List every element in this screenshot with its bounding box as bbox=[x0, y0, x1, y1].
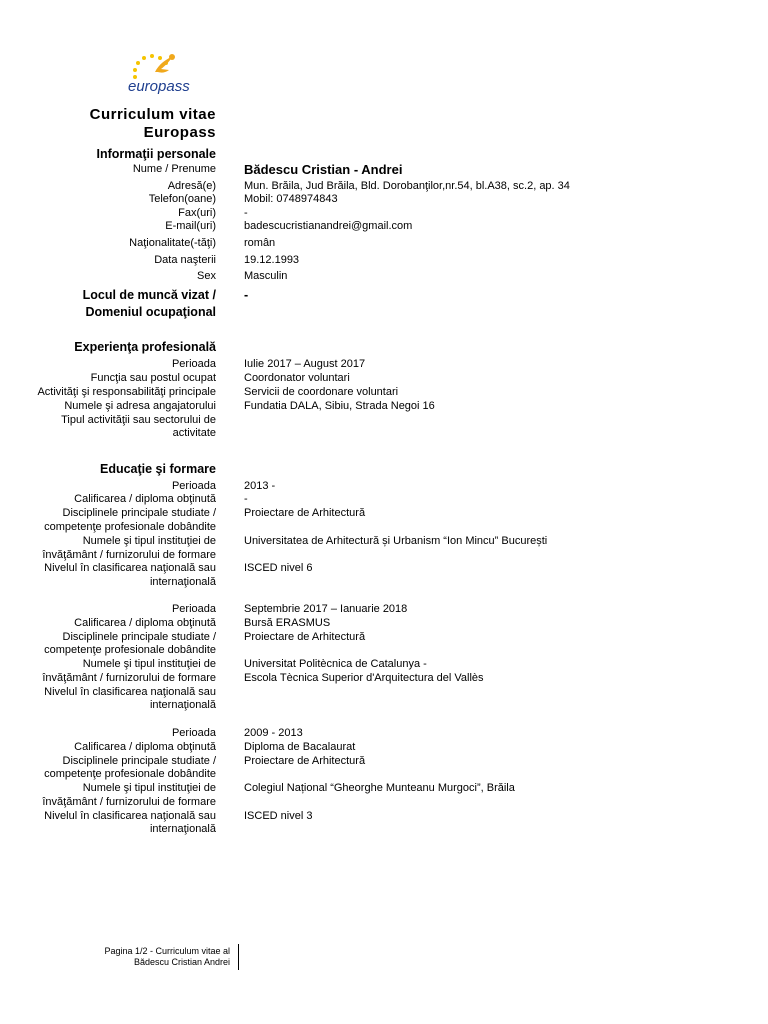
label-exp-position: Funcţia sau postul ocupat bbox=[90, 372, 216, 384]
value-email: badescucristianandrei@gmail.com bbox=[244, 220, 413, 232]
value-exp-position: Coordonator voluntari bbox=[244, 372, 350, 384]
value-name: Bădescu Cristian - Andrei bbox=[244, 162, 403, 177]
value-nationality: român bbox=[244, 237, 276, 249]
value-edu3-disciplines: Proiectare de Arhitectură bbox=[244, 755, 366, 767]
value-exp-employer: Fundatia DALA, Sibiu, Strada Negoi 16 bbox=[244, 400, 435, 412]
value-edu2-qualification: Bursă ERASMUS bbox=[244, 617, 331, 629]
label-phone: Telefon(oane) bbox=[148, 193, 216, 205]
label-target-job-line1: Locul de muncă vizat / bbox=[82, 288, 216, 302]
page-footer bbox=[100, 946, 230, 968]
value-target-job: - bbox=[244, 288, 249, 302]
europass-logo bbox=[125, 48, 220, 96]
value-edu2-institution-line2: Escola Tècnica Superior d'Arquitectura del Vallès bbox=[244, 672, 484, 684]
label-edu2-level-line1: Nivelul în clasificarea naţională sau bbox=[44, 686, 216, 698]
value-edu1-period: 2013 - bbox=[244, 480, 276, 492]
footer-divider bbox=[238, 944, 239, 970]
label-email: E-mail(uri) bbox=[165, 220, 216, 232]
label-exp-activities: Activităţi şi responsabilităţi principale bbox=[37, 386, 216, 398]
cv-title-line2: Europass bbox=[143, 124, 216, 141]
label-edu3-institution-line2: învăţământ / furnizorului de formare bbox=[42, 796, 216, 808]
label-exp-period: Perioada bbox=[171, 358, 216, 370]
label-edu1-institution-line2: învăţământ / furnizorului de formare bbox=[42, 549, 216, 561]
value-edu3-level: ISCED nivel 3 bbox=[244, 810, 313, 822]
value-edu1-level: ISCED nivel 6 bbox=[244, 562, 313, 574]
value-address: Mun. Brăila, Jud Brăila, Bld. Dorobanţilor,nr.54, bl.A38, sc.2, ap. 34 bbox=[244, 180, 570, 192]
label-edu2-disciplines-line2: competenţe profesionale dobândite bbox=[44, 644, 216, 656]
label-edu3-disciplines-line1: Disciplinele principale studiate / bbox=[62, 755, 216, 767]
value-birth-date: 19.12.1993 bbox=[244, 254, 300, 266]
label-address: Adresă(e) bbox=[167, 180, 216, 192]
label-exp-sector-line1: Tipul activităţii sau sectorului de bbox=[61, 414, 216, 426]
label-edu3-disciplines-line2: competenţe profesionale dobândite bbox=[44, 768, 216, 780]
label-edu3-level-line2: internaţională bbox=[149, 823, 216, 835]
value-edu1-qualification: - bbox=[244, 493, 248, 505]
label-target-job-line2: Domeniul ocupaţional bbox=[85, 305, 216, 319]
label-edu2-institution-line2: învăţământ / furnizorului de formare bbox=[42, 672, 216, 684]
value-phone: Mobil: 0748974843 bbox=[244, 193, 338, 205]
value-edu2-institution-line1: Universitat Politècnica de Catalunya - bbox=[244, 658, 427, 670]
label-fax: Fax(uri) bbox=[178, 207, 216, 219]
label-exp-employer: Numele şi adresa angajatorului bbox=[64, 400, 216, 412]
label-edu1-disciplines-line2: competenţe profesionale dobândite bbox=[44, 521, 216, 533]
value-edu3-qualification: Diploma de Bacalaurat bbox=[244, 741, 356, 753]
value-edu1-institution: Universitatea de Arhitectură și Urbanism “Ion Mincu” București bbox=[244, 535, 548, 547]
value-edu3-institution: Colegiul Național “Gheorghe Munteanu Murgoci”, Brăila bbox=[244, 782, 515, 794]
label-edu1-institution-line1: Numele şi tipul instituţiei de bbox=[82, 535, 216, 547]
label-edu2-level-line2: internaţională bbox=[149, 699, 216, 711]
label-edu3-period: Perioada bbox=[171, 727, 216, 739]
label-name: Nume / Prenume bbox=[132, 163, 216, 175]
label-edu3-level-line1: Nivelul în clasificarea naţională sau bbox=[44, 810, 216, 822]
label-edu1-qualification: Calificarea / diploma obţinută bbox=[74, 493, 216, 505]
label-edu1-level-line1: Nivelul în clasificarea naţională sau bbox=[44, 562, 216, 574]
label-edu3-institution-line1: Numele şi tipul instituţiei de bbox=[82, 782, 216, 794]
value-edu1-disciplines: Proiectare de Arhitectură bbox=[244, 507, 366, 519]
label-sex: Sex bbox=[197, 270, 216, 282]
label-exp-sector-line2: activitate bbox=[172, 427, 216, 439]
svg-text:europass: europass bbox=[128, 78, 190, 95]
value-exp-period: Iulie 2017 – August 2017 bbox=[244, 358, 366, 370]
value-fax: - bbox=[244, 207, 248, 219]
section-experience: Experienţa profesională bbox=[74, 340, 216, 354]
footer-line2: Bădescu Cristian Andrei bbox=[133, 957, 230, 967]
label-edu3-qualification: Calificarea / diploma obţinută bbox=[74, 741, 216, 753]
cv-title-line1: Curriculum vitae bbox=[89, 106, 216, 123]
value-sex: Masculin bbox=[244, 270, 288, 282]
label-edu1-period: Perioada bbox=[171, 480, 216, 492]
europass-logo-icon bbox=[125, 48, 220, 96]
label-edu1-level-line2: internaţională bbox=[149, 576, 216, 588]
footer-line1: Pagina 1/2 - Curriculum vitae al bbox=[104, 946, 230, 956]
value-edu2-period: Septembrie 2017 – Ianuarie 2018 bbox=[244, 603, 408, 615]
label-nationality: Naţionalitate(-tăţi) bbox=[129, 237, 216, 249]
label-edu2-qualification: Calificarea / diploma obţinută bbox=[74, 617, 216, 629]
section-personal-info: Informaţii personale bbox=[96, 147, 216, 161]
label-edu2-institution-line1: Numele şi tipul instituţiei de bbox=[82, 658, 216, 670]
value-exp-activities: Servicii de coordonare voluntari bbox=[244, 386, 399, 398]
label-edu1-disciplines-line1: Disciplinele principale studiate / bbox=[62, 507, 216, 519]
section-education: Educaţie şi formare bbox=[99, 462, 216, 476]
value-edu2-disciplines: Proiectare de Arhitectură bbox=[244, 631, 366, 643]
label-birth-date: Data naşterii bbox=[154, 254, 216, 266]
value-edu3-period: 2009 - 2013 bbox=[244, 727, 303, 739]
label-edu2-disciplines-line1: Disciplinele principale studiate / bbox=[62, 631, 216, 643]
label-edu2-period: Perioada bbox=[171, 603, 216, 615]
